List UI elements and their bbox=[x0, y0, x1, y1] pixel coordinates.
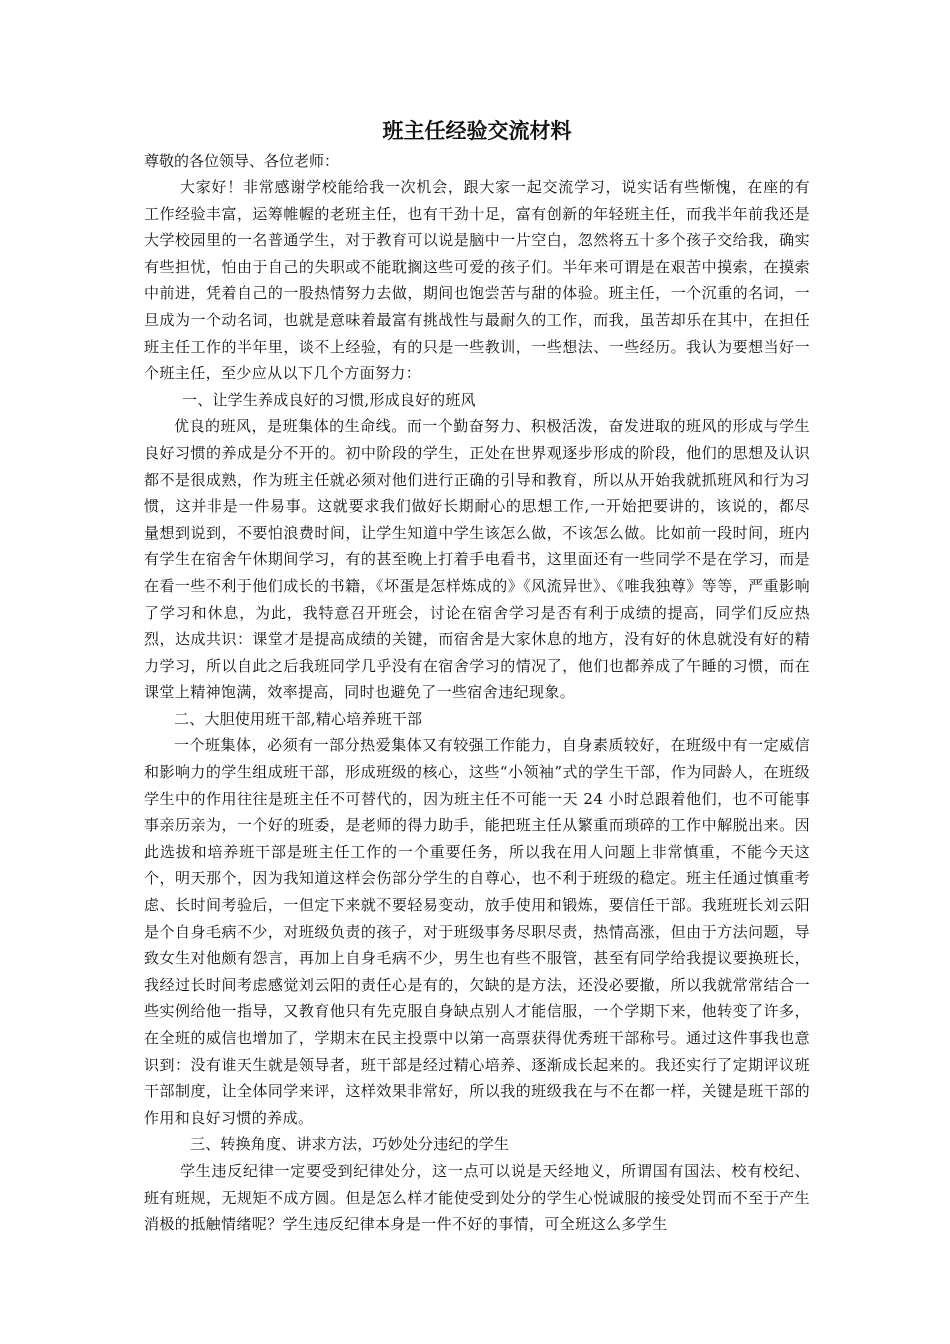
intro-paragraph: 大家好！非常感谢学校能给我一次机会，跟大家一起交流学习，说实话有些惭愧，在座的有工作经验丰富，运筹帷幄的老班主任，也有干劲十足，富有创新的年轻班主任，而我半年前我还是大学校园里的一名普通学生，对于教育可以说是脑中一片空白，忽然将五十多个孩子交给我，确实有些担忧，怕由于自己的失职或不能耽搁这些可爱的孩子们。半年来可谓是在艰苦中摸索，在摸索中前进，凭着自己的一股热情努力去做，期间也饱尝苦与甜的体验。班主任，一个沉重的名词，一旦成为一个动名词，也就是意味着最富有挑战性与最耐久的工作，而我，虽苦却乐在其中，在担任班主任工作的半年里，谈不上经验，有的只是一些教训，一些想法、一些经历。我认为要想当好一个班主任，至少应从以下几个方面努力： bbox=[144, 178, 810, 383]
section-body-1: 优良的班风，是班集体的生命线。而一个勤奋努力、积极活泼，奋发进取的班风的形成与学生良好习惯的养成是分不开的。初中阶段的学生，正处在世界观逐步形成的阶段，他们的思想及认识都不是很成熟，作为班主任就必须对他们进行正确的引导和教育，所以从开始我就抓班风和行为习惯，这并非是一件易事。这就要求我们做好长期耐心的思想工作,一开始把要讲的，该说的，都尽量想到说到，不要怕浪费时间，让学生知道中学生该怎么做，不该怎么做。比如前一段时间，班内有学生在宿舍午休期间学习，有的甚至晚上打着手电看书，这里面还有一些同学不是在学习，而是在看一些不利于他们成长的书籍，《坏蛋是怎样炼成的》《风流异世》、《唯我独尊》等等，严重影响了学习和休息，为此，我特意召开班会，讨论在宿舍学习是否有利于成绩的提高，同学们反应热烈，达成共识：课堂才是提高成绩的关键，而宿舍是大家休息的地方，没有好的休息就没有好的精力学习，所以自此之后我班同学几乎没有在宿舍学习的情况了，他们也都养成了午睡的习惯，而在课堂上精神饱满，效率提高，同时也避免了一些宿舍违纪现象。 bbox=[144, 417, 810, 702]
section-heading-1: 一、让学生养成良好的习惯,形成良好的班风 bbox=[182, 390, 476, 409]
section-body-2: 一个班集体，必须有一部分热爱集体又有较强工作能力，自身素质较好，在班级中有一定威信和影响力的学生组成班干部，形成班级的核心，这些“小领袖”式的学生干部，作为同龄人，在班级学生中的作用往往是班主任不可替代的，因为班主任不可能一天 24 小时总跟着他们，也不可能事事亲历亲为，一个好的班委，是老师的得力助手，能把班主任从繁重而琐碎的工作中解脱出来。因此选拔和培养班干部是班主任工作的一个重要任务，所以我在用人问题上非常慎重，不能今天这个，明天那个，因为我知道这样会伤部分学生的自尊心，也不利于班级的稳定。班主任通过慎重考虑、长时间考验后，一但定下来就不要轻易变动，放手使用和锻炼，要信任干部。我班班长刘云阳是个自身毛病不少，对班级负责的孩子，对于班级事务尽职尽责，热情高涨，但由于方法问题，导致女生对他颇有怨言，再加上自身毛病不少，男生也有些不服管，甚至有同学给我提议要换班长，我经过长时间考虑感觉刘云阳的责任心是有的，欠缺的是方法，还没必要撤，所以我就常常结合一些实例给他一指导，又教育他只有先克服自身缺点别人才能信服，一个学期下来，他转变了许多，在全班的威信也增加了，学期末在民主投票中以第一高票获得优秀班干部称号。通过这件事我也意识到：没有谁天生就是领导者，班干部是经过精心培养、逐渐成长起来的。我还实行了定期评议班干部制度，让全体同学来评，这样效果非常好，所以我的班级我在与不在都一样，关键是班干部的作用和良好习惯的养成。 bbox=[144, 736, 810, 1127]
section-body-3: 学生违反纪律一定要受到纪律处分，这一点可以说是天经地义，所谓国有国法、校有校纪、班有班规，无规矩不成方圆。但是怎么样才能使受到处分的学生心悦诚服的接受处罚而不至于产生消极的抵触情绪呢？学生违反纪律本身是一件不好的事情，可全班这么多学生 bbox=[144, 1161, 810, 1234]
section-heading-3: 三、转换角度、讲求方法，巧妙处分违纪的学生 bbox=[190, 1135, 510, 1154]
document-body bbox=[144, 118, 810, 1238]
section-heading-2: 二、大胆使用班干部,精心培养班干部 bbox=[174, 709, 423, 728]
document-title: 班主任经验交流材料 bbox=[382, 119, 572, 143]
salutation: 尊敬的各位领导、各位老师： bbox=[144, 152, 340, 170]
